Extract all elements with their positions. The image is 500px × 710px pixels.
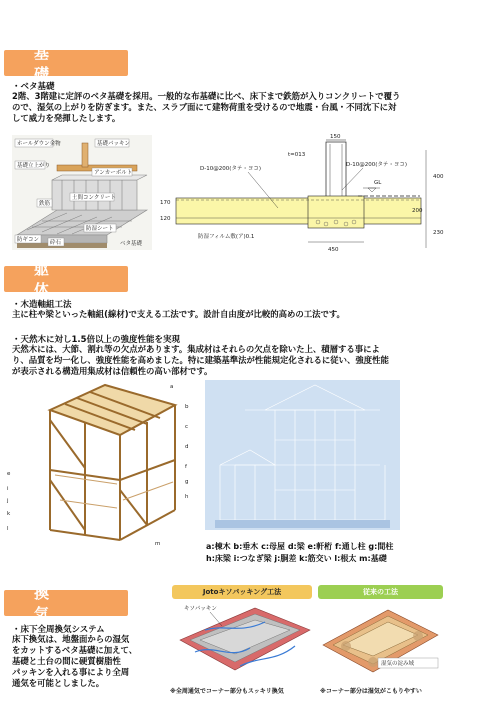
- note-conventional: ※コーナー部分は湿気がこもりやすい: [320, 688, 422, 695]
- foundation-section-drawing: [158, 130, 498, 255]
- ventilation-description: [12, 634, 172, 689]
- label-anchor-bolt: アンカーボルト: [94, 170, 133, 176]
- label-moisture-sheet: 防湿シート: [86, 226, 114, 232]
- frame-legend-line-2: h:床梁 i:つなぎ梁 j:胴差 k:筋交い l:根太 m:基礎: [206, 554, 387, 563]
- label-gl: GL: [374, 180, 382, 186]
- ventilation-line-3: 基礎と土台の間に硬質樹脂性: [12, 656, 121, 666]
- letter-k: k: [7, 511, 11, 517]
- timber-frame-illustration: [5, 380, 200, 550]
- dim-150: 150: [330, 134, 341, 140]
- dim-450: 450: [328, 247, 339, 253]
- label-ground-concrete: 土間コンクリート: [72, 195, 116, 201]
- label-t013: t=013: [288, 152, 306, 158]
- ventilation-line-5: 通気を可能としました。: [12, 678, 105, 688]
- foundation-description: [12, 91, 492, 124]
- frame-header: 躯 体: [4, 266, 128, 292]
- label-film: 防湿フィルム敷(ア)0.1: [198, 234, 255, 240]
- label-hold-down: ホールダウン金物: [17, 141, 61, 147]
- joto-ventilation-diagram: [170, 600, 315, 682]
- dim-200: 200: [412, 208, 423, 214]
- label-rebar: 鉄筋: [39, 201, 51, 207]
- label-gravel: 砕石: [50, 240, 62, 246]
- letter-f: f: [185, 464, 187, 470]
- foundation-line-1: 2階、3階建に定評のベタ基礎を採用。一般的な布基礎に比べ、床下まで鉄筋が入りコンクリートで覆う: [12, 91, 401, 101]
- foundation-illustration: [12, 135, 152, 250]
- frame-line-2b: り、品質を均一化し、強度性能を高めました。特に建築基準法が性能規定化されるに従い、強度性能: [12, 355, 389, 365]
- label-sill-lift: 基礎立上がり: [17, 163, 51, 169]
- frame-subtitle-2: ・天然木に対し1.5倍以上の強度性能を実現: [12, 335, 181, 345]
- ventilation-line-1: 床下換気は、地盤面からの湿気: [12, 634, 130, 644]
- letter-e: e: [7, 471, 11, 477]
- letter-b: b: [185, 404, 189, 410]
- conventional-ventilation-diagram: [318, 600, 443, 682]
- label-slab: ベタ基礎: [120, 241, 143, 247]
- ventilation-subtitle: ・床下全周換気システム: [12, 625, 105, 635]
- frame-legend-line-1: a:棟木 b:垂木 c:母屋 d:梁 e:軒桁 f:通し柱 g:間柱: [206, 542, 394, 551]
- letter-c: c: [185, 424, 189, 430]
- letter-h: h: [185, 494, 189, 500]
- frame-line-1: 主に柱や梁といった軸組(線材)で支える工法です。設計自由度が比較的高めの工法です。: [12, 309, 345, 319]
- letter-l: l: [7, 526, 9, 532]
- foundation-header: 基 礎: [4, 50, 128, 76]
- label-d10-left: D-10@200(タテ・ヨコ): [200, 166, 262, 172]
- frame-description: [12, 344, 492, 377]
- ventilation-line-2: をカットするベタ基礎に加えて、: [12, 645, 138, 655]
- foundation-subtitle: ・ベタ基礎: [12, 82, 55, 92]
- label-kiso-packing: キソパッキン: [184, 606, 217, 612]
- frame-subtitle-1: ・木造軸組工法: [12, 300, 72, 310]
- dim-120: 120: [160, 216, 171, 222]
- foundation-line-3: して威力を発揮したします。: [12, 113, 121, 123]
- letter-m: m: [155, 541, 161, 547]
- ventilation-line-4: パッキンを入れる事により全周: [12, 667, 130, 677]
- frame-line-2a: 天然木には、大節、割れ等の欠点があります。集成材はそれらの欠点を除いた上、積層する事によ: [12, 344, 380, 354]
- letter-i: i: [7, 486, 9, 492]
- foundation-line-2: ので、湿気の上がりを防ぎます。また、スラブ面にて建物荷重を受けるので地震・台風・不同沈下に対: [12, 102, 397, 112]
- letter-a: a: [170, 384, 174, 390]
- banner-conventional: 従来の工法: [318, 585, 443, 599]
- letter-g: g: [185, 479, 189, 485]
- letter-d: d: [185, 444, 189, 450]
- ventilation-header: 換 気: [4, 590, 128, 616]
- label-packing: 基礎パッキン: [97, 141, 130, 147]
- label-moisture-area: 湿気の淀み域: [381, 661, 415, 667]
- frame-line-2c: が表示される構造用集成材は信頼性の高い部材です。: [12, 366, 213, 376]
- dim-400: 400: [433, 174, 444, 180]
- frame-legend: [206, 541, 393, 565]
- letter-j: j: [7, 498, 9, 504]
- banner-joto: Jotoキソパッキング工法: [172, 585, 312, 599]
- dim-230: 230: [433, 230, 444, 236]
- label-d10-right: D-10@200(タテ・ヨコ): [346, 162, 408, 168]
- frame-elevation-drawing: [205, 380, 400, 530]
- label-termite: 防ギコン: [17, 237, 40, 243]
- dim-170: 170: [160, 200, 171, 206]
- note-joto: ※全周通気でコーナー部分もスッキリ換気: [170, 688, 284, 695]
